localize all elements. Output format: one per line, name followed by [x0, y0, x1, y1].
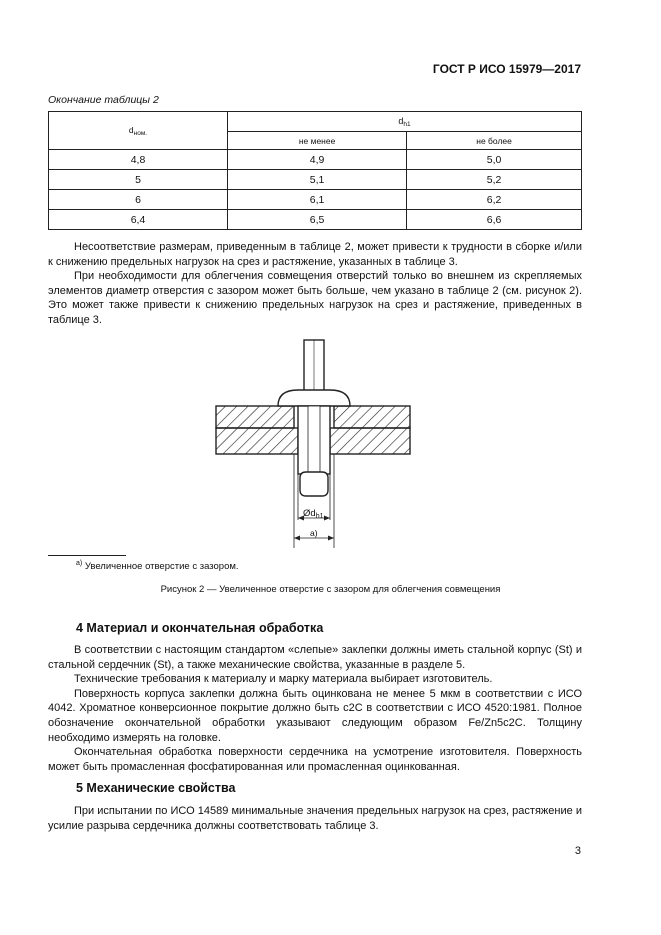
rivet-head: [278, 390, 350, 406]
table-caption: Окончание таблицы 2: [48, 94, 159, 106]
table-cell: 5,1: [228, 170, 407, 190]
table-cell: 4,9: [228, 150, 407, 170]
note-marker-a: a): [310, 528, 318, 538]
paragraph: При испытании по ИСО 14589 минимальные значения предельных нагрузок на срез, растяжение и усилие разрыва сердечника должны соответствовать таблице 3.: [48, 805, 582, 832]
header-max: не более: [407, 132, 582, 150]
document-code: ГОСТ Р ИСО 15979—2017: [432, 62, 581, 76]
table-cell: 6,2: [407, 190, 582, 210]
lower-plate-left: [216, 428, 298, 454]
upper-plate-left: [216, 406, 294, 428]
lower-plate-right: [330, 428, 410, 454]
intro-text: [48, 240, 582, 328]
paragraph: Несоответствие размерам, приведенным в таблице 2, может привести к трудности в сборке и/или к снижению предельных нагрузок на срез и растяжение, указанных в таблице 3.: [48, 241, 582, 268]
table-row: [49, 150, 582, 170]
table-cell: 6,5: [228, 210, 407, 230]
upper-plate-right: [334, 406, 410, 428]
section-4-text: [48, 643, 582, 774]
header-d-nom: $d_{ном.}$: [49, 112, 228, 150]
header-d-h1: $d_{h1}$: [228, 112, 582, 132]
table-row: [49, 210, 582, 230]
table-cell: 6,4: [49, 210, 228, 230]
page-number: 3: [574, 845, 581, 857]
rivet-figure: [214, 338, 414, 548]
footnote: $^{a)}$ Увеличенное отверстие с зазором.: [76, 560, 239, 573]
table-row: [49, 170, 582, 190]
table-cell: 6: [49, 190, 228, 210]
table-cell: 5,0: [407, 150, 582, 170]
table-row: [49, 190, 582, 210]
dimensions-table: [48, 111, 582, 230]
table-cell: 5: [49, 170, 228, 190]
paragraph: Технические требования к материалу и марку материала выбирает изготовитель.: [74, 673, 493, 686]
diameter-label: $Ød_{h1}$: [303, 508, 324, 520]
table-cell: 4,8: [49, 150, 228, 170]
section-4-title: 4 Материал и окончательная обработка: [76, 621, 324, 635]
paragraph: В соответствии с настоящим стандартом «слепые» заклепки должны иметь стальной корпус (St) и стальной сердечник (St), а также механические свойства, указанные в разделе 5.: [48, 644, 582, 671]
header-min: не менее: [228, 132, 407, 150]
table-cell: 6,6: [407, 210, 582, 230]
paragraph: Окончательная обработка поверхности сердечника на усмотрение изготовителя. Поверхность может быть промасленная фосфатированная или промасленная оцинкованная.: [48, 746, 582, 773]
paragraph: Поверхность корпуса заклепки должна быть оцинкована не менее 5 мкм в соответствии с ИСО 4042. Хроматное конверсионное покрытие должно быть с2С в соответствии с ИСО 4520:1981. Полное обозначение окончательной обработки указывают следующим образом Fe/Zn5c2C. Толщину необходимо измерять на головке.: [48, 687, 582, 744]
mandrel-head: [300, 472, 328, 496]
footnote-divider: [48, 555, 126, 556]
section-5-text: [48, 804, 582, 833]
section-5-title: 5 Механические свойства: [76, 781, 236, 795]
paragraph: При необходимости для облегчения совмещения отверстий только во внешнем из скрепляемых элементов диаметр отверстия с зазором может быть больше, чем указано в таблице 2 (см. рисунок 2). Это может также привести к снижению предельных нагрузок на срез и растяжение, приведенных в таблице 3.: [48, 270, 582, 326]
figure-caption: Рисунок 2 — Увеличенное отверстие с зазором для облегчения совмещения: [160, 584, 501, 595]
table-cell: 5,2: [407, 170, 582, 190]
table-cell: 6,1: [228, 190, 407, 210]
